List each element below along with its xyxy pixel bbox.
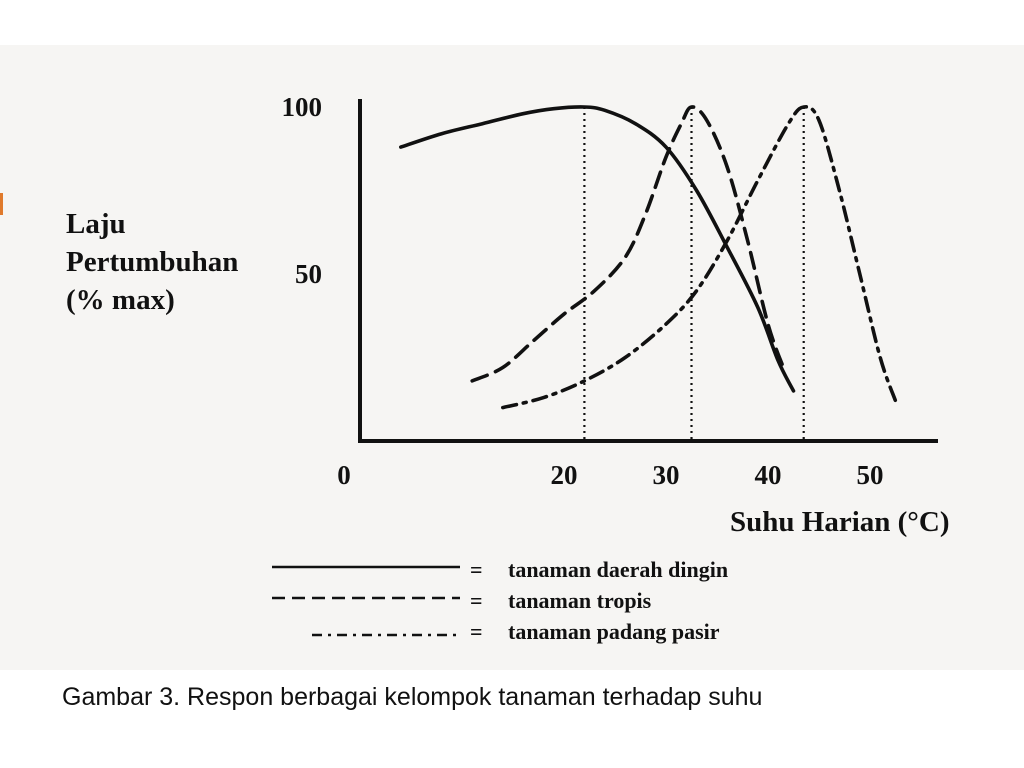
- series-line-tanaman-padang-pasir: [503, 107, 896, 408]
- chart-figure: [0, 45, 1024, 670]
- series-line-tanaman-tropis: [472, 107, 783, 381]
- x-tick-label-0: 0: [337, 460, 351, 490]
- series-lines: [401, 107, 896, 408]
- edge-accent-mark: [0, 193, 3, 215]
- legend: [272, 557, 728, 644]
- y-tick-label-100: 100: [281, 92, 322, 122]
- series-line-tanaman-daerah-dingin: [401, 107, 794, 391]
- y-axis-label-line-3: (% max): [66, 284, 175, 316]
- legend-label-3: tanaman padang pasir: [508, 619, 720, 644]
- y-axis-label-line-2: Pertumbuhan: [66, 246, 239, 278]
- x-tick-label-20: 20: [550, 460, 578, 490]
- x-tick-label-40: 40: [754, 460, 782, 490]
- legend-equals-1: =: [470, 557, 483, 582]
- legend-label-1: tanaman daerah dingin: [508, 557, 729, 582]
- figure-caption: Gambar 3. Respon berbagai kelompok tanaman terhadap suhu: [62, 683, 763, 711]
- y-tick-label-50: 50: [295, 259, 322, 289]
- x-tick-label-30: 30: [652, 460, 680, 490]
- legend-equals-2: =: [470, 588, 483, 613]
- x-axis-label: Suhu Harian (°C): [730, 506, 950, 538]
- legend-equals-3: =: [470, 619, 483, 644]
- x-tick-label-50: 50: [856, 460, 884, 490]
- legend-label-2: tanaman tropis: [508, 588, 652, 613]
- tick-labels: [282, 92, 884, 490]
- axes: [358, 99, 938, 441]
- chart-svg: [0, 45, 1024, 670]
- y-axis-label-line-1: Laju: [66, 208, 126, 240]
- axis-labels: [66, 208, 949, 538]
